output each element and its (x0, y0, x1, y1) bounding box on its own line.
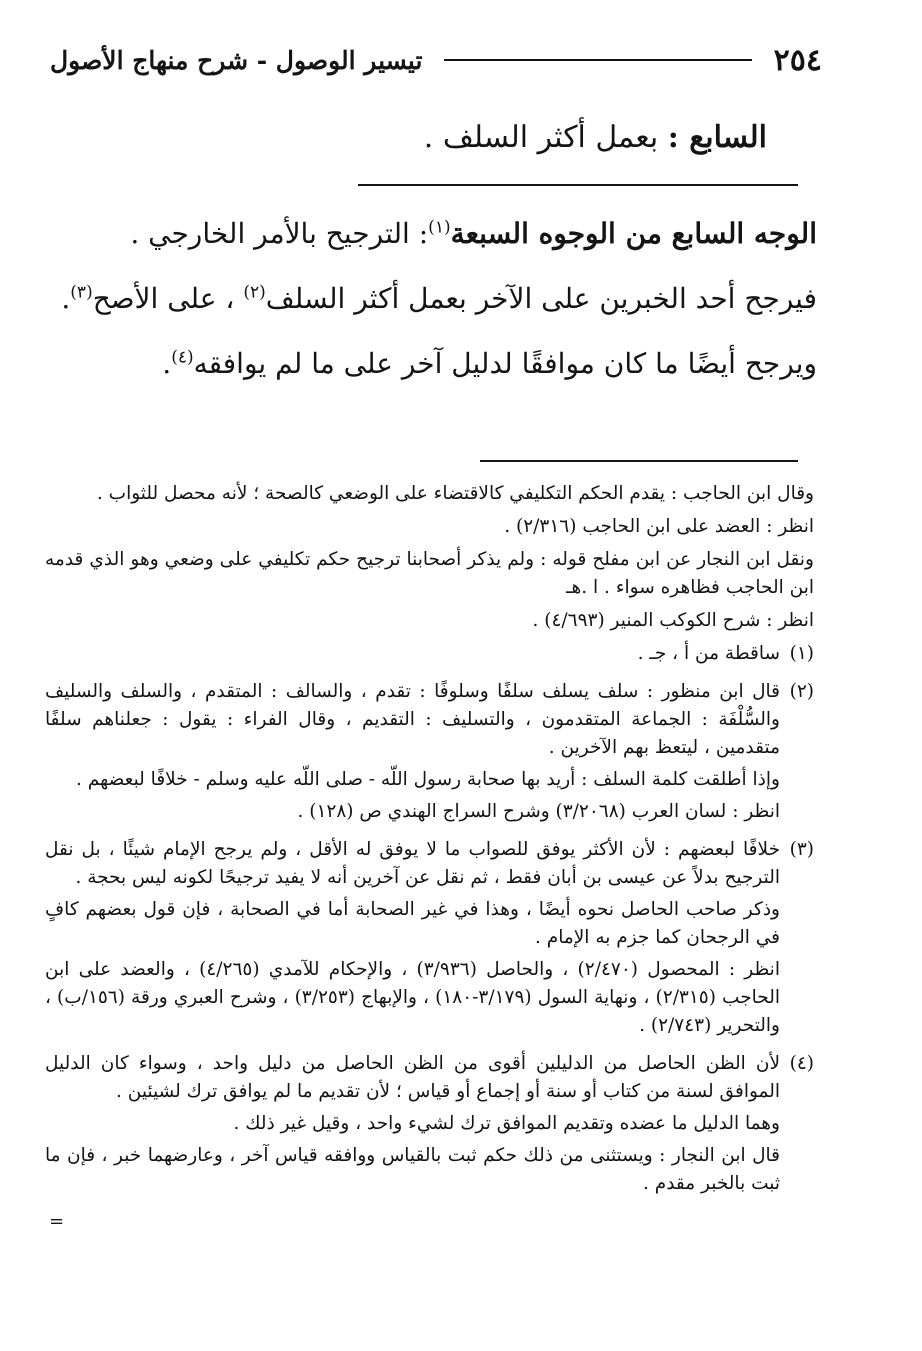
page-number: ٢٥٤ (773, 42, 822, 78)
main-paragraph-3-b: . (162, 347, 172, 380)
footnote-number: (٤) (789, 1053, 814, 1074)
main-paragraph-1-bold: الوجه السابع من الوجوه السبعة (450, 217, 817, 250)
main-paragraph-3-a: ويرجح أيضًا ما كان موافقًا لدليل آخر على ما لم يوافقه (193, 347, 817, 380)
main-paragraph-2 (50, 270, 817, 327)
footnote-1 (45, 640, 814, 672)
main-paragraph-2-c: . (61, 282, 71, 315)
footnote-2 (45, 678, 814, 830)
footnote-para: وذكر صاحب الحاصل نحوه أيضًا ، وهذا في غير الصحابة أما في الصحابة ، فإن قول بعضهم كافٍ في الرجحان كما جزم به الإمام . (45, 899, 780, 948)
footnote-number: (٣) (789, 839, 814, 860)
footnote-ref-3[interactable]: (٣) (70, 282, 93, 303)
footnote-ref-4[interactable]: (٤) (171, 347, 194, 368)
footnote-4 (45, 1050, 814, 1202)
footnote-number: (٢) (789, 681, 814, 702)
footnote-para: خلافًا لبعضهم : لأن الأكثر يوفق للصواب ما لا يوفق له الأقل ، ولم يرجح الإمام شيئًا ، بل نقل الترجيح بدلاً عن عيسى بن أبان فقط ، ثم نقل عن آخرين أنه لا يفيد ترجيحًا لكونه ليس بحجة . (45, 839, 780, 888)
footnote-continued (45, 480, 814, 635)
footnote-continued-para: انظر : شرح الكوكب المنير (٤/٦٩٣) . (532, 610, 814, 631)
book-title: تيسير الوصول - شرح منهاج الأصول (50, 45, 423, 75)
footnote-ref-2[interactable]: (٢) (243, 282, 266, 303)
footnote-para: انظر : لسان العرب (٣/٢٠٦٨) وشرح السراج الهندي ص (١٢٨) . (297, 801, 780, 822)
footnote-para: لأن الظن الحاصل من الدليلين أقوى من الظن الحاصل من دليل واحد ، وسواء كان الدليل الموافق لسنة من كتاب أو سنة أو إجماع أو قياس ؛ لأن تقديم ما لم يوافق ترك لشيئين . (45, 1053, 780, 1102)
footnote-para: وإذا أطلقت كلمة السلف : أريد بها صحابة رسول اللّه - صلى اللّه عليه وسلم - خلافًا لبعضهم . (76, 769, 780, 790)
section-heading (424, 120, 767, 155)
footnote-para: قال ابن منظور : سلف يسلف سلفًا وسلوفًا : تقدم ، والسالف : المتقدم ، والسلف والسليف والسُّلْفَة : الجماعة المتقدمون ، والتسليف : التقديم ، وقال الفراء : يقول : جعلناهم سلفًا متقدمين ، ليتعظ بهم الآخرين . (45, 681, 780, 758)
footnote-number: (١) (789, 643, 814, 664)
main-paragraph-3 (50, 335, 817, 392)
footnote-body (45, 678, 780, 830)
footnote-body (45, 1050, 780, 1202)
footnote-3 (45, 836, 814, 1044)
continuation-mark: = (49, 1211, 65, 1232)
main-paragraph-1 (50, 205, 817, 262)
section-heading-label: السابع : (667, 120, 767, 155)
footnote-ref-1[interactable]: (١) (428, 217, 451, 238)
footnotes (45, 480, 814, 1236)
section-heading-text: بعمل أكثر السلف . (423, 120, 659, 155)
footnote-body (45, 640, 780, 672)
footnote-para: قال ابن النجار : ويستثنى من ذلك حكم ثبت بالقياس ووافقه قياس آخر ، وعارضهما خبر ، فإن ما ثبت بالخبر مقدم . (45, 1145, 780, 1194)
header-rule (444, 59, 751, 61)
footnote-continued-para: وقال ابن الحاجب : يقدم الحكم التكليفي كالاقتضاء على الوضعي كالصحة ؛ لأنه محصل للثواب . (96, 483, 814, 504)
main-text (50, 205, 817, 392)
footnote-body (45, 836, 780, 1044)
footnote-continued-para: انظر : العضد على ابن الحاجب (٢/٣١٦) . (504, 516, 814, 537)
footnote-separator (480, 460, 798, 462)
main-paragraph-2-a: فيرجح أحد الخبرين على الآخر بعمل أكثر السلف (265, 282, 817, 315)
running-header (50, 40, 822, 80)
footnote-continued-para: ونقل ابن النجار عن ابن مفلح قوله : ولم يذكر أصحابنا ترجيح حكم تكليفي على وضعي وهو الذي قدمه ابن الحاجب فظاهره سواء . ا .هـ (45, 549, 814, 598)
main-paragraph-2-b: ، على الأصح (92, 282, 235, 315)
footnote-para: انظر : المحصول (٢/٤٧٠) ، والحاصل (٣/٩٣٦) ، والإحكام للآمدي (٤/٢٦٥) ، والعضد على ابن الحاجب (٢/٣١٥) ، ونهاية السول (٣/١٧٩-١٨٠) ، والإبهاج (٣/٢٥٣) ، وشرح العبري ورقة (١٥٦/ب) ، والتحرير (٢/٧٤٣) . (45, 959, 781, 1036)
main-paragraph-1-rest: : الترجيح بالأمر الخارجي . (130, 217, 429, 250)
footnote-para: ساقطة من أ ، جـ . (637, 643, 780, 664)
heading-rule (358, 184, 798, 186)
footnote-para: وهما الدليل ما عضده وتقديم الموافق ترك لشيء واحد ، وقيل غير ذلك . (233, 1113, 780, 1134)
